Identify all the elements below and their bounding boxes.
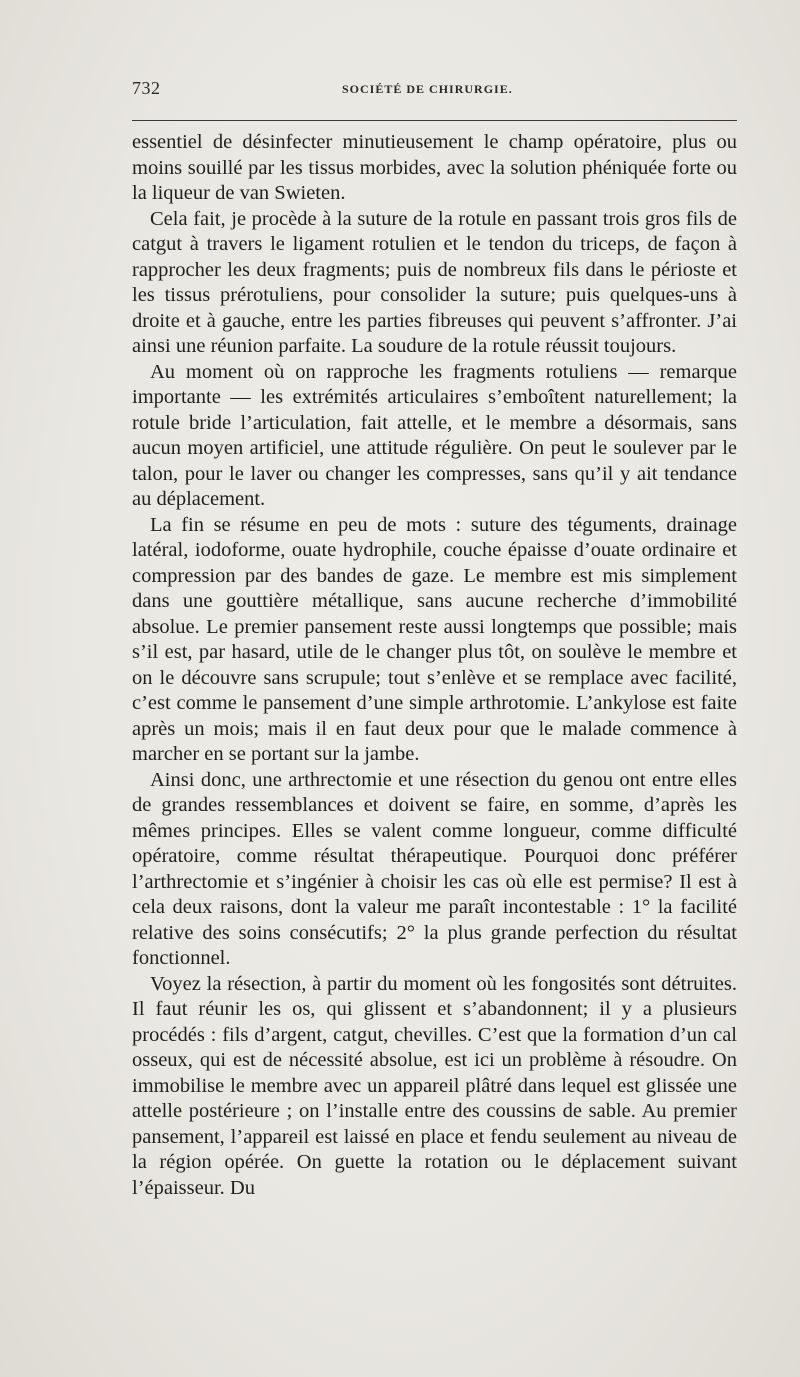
running-head: SOCIÉTÉ DE CHIRURGIE. xyxy=(342,82,513,96)
page-number: 732 xyxy=(132,78,161,98)
paragraph: La fin se résume en peu de mots : suture des téguments, drainage latéral, iodoforme, ouate hydrophile, couche épaisse d’ouate ordinaire et compression par des bandes de gaze. Le membre est mis simplement dans une gouttière métallique, sans aucune recherche d’immobilité absolue. Le premier pansement reste aussi longtemps que possible; mais s’il est, par hasard, utile de le changer plus tôt, on soulève le membre et on le découvre sans scrupule; tout s’enlève et se remplace avec facilité, c’est comme le pansement d’une simple arthrotomie. L’ankylose est faite après un mois; mais il en faut deux pour que le malade commence à marcher en se portant sur la jambe. xyxy=(132,513,737,765)
page-header xyxy=(132,78,737,104)
paragraph: Cela fait, je procède à la suture de la rotule en passant trois gros fils de catgut à travers le ligament rotulien et le tendon du triceps, de façon à rapprocher les deux fragments; puis de nombreux fils dans le périoste et les tissus prérotuliens, pour consolider la suture; puis quelques-uns à droite et à gauche, entre les parties fibreuses qui peuvent s’affronter. J’ai ainsi une réunion parfaite. La soudure de la rotule réussit toujours. xyxy=(132,207,737,357)
paragraph-continued: essentiel de désinfecter minutieusement le champ opératoire, plus ou moins souillé par les tissus morbides, avec la solution phéniquée forte ou la liqueur de van Swieten. xyxy=(132,131,737,204)
body-text xyxy=(132,130,737,1201)
paragraph: Voyez la résection, à partir du moment où les fongosités sont détruites. Il faut réunir les os, qui glissent et s’abandonnent; il y a plusieurs procédés : fils d’argent, catgut, chevilles. C’est que la formation d’un cal osseux, qui est de nécessité absolue, est ici un problème à résoudre. On immobilise le membre avec un appareil plâtré dans lequel est glissée une attelle postérieure ; on l’installe entre des coussins de sable. Au premier pansement, l’appareil est laissé en place et fendu seulement au niveau de la région opérée. On guette la rotation ou le déplacement suivant l’épaisseur. Du xyxy=(132,972,737,1199)
paragraph: Ainsi donc, une arthrectomie et une résection du genou ont entre elles de grandes ressemblances et doivent se faire, en somme, d’après les mêmes principes. Elles se valent comme longueur, comme difficulté opératoire, comme résultat thérapeutique. Pourquoi donc préférer l’arthrectomie et s’ingénier à choisir les cas où elle est permise? Il est à cela deux raisons, dont la valeur me paraît incontestable : 1° la facilité relative des soins consécutifs; 2° la plus grande perfection du résultat fonctionnel. xyxy=(132,768,737,969)
paragraph: Au moment où on rapproche les fragments rotuliens — remarque importante — les extrémités articulaires s’emboîtent naturellement; la rotule bride l’articulation, fait attelle, et le membre a désormais, sans aucun moyen artificiel, une attitude régulière. On peut le soulever par le talon, pour le laver ou changer les compresses, sans qu’il y ait tendance au déplacement. xyxy=(132,360,737,510)
header-rule xyxy=(132,120,737,121)
